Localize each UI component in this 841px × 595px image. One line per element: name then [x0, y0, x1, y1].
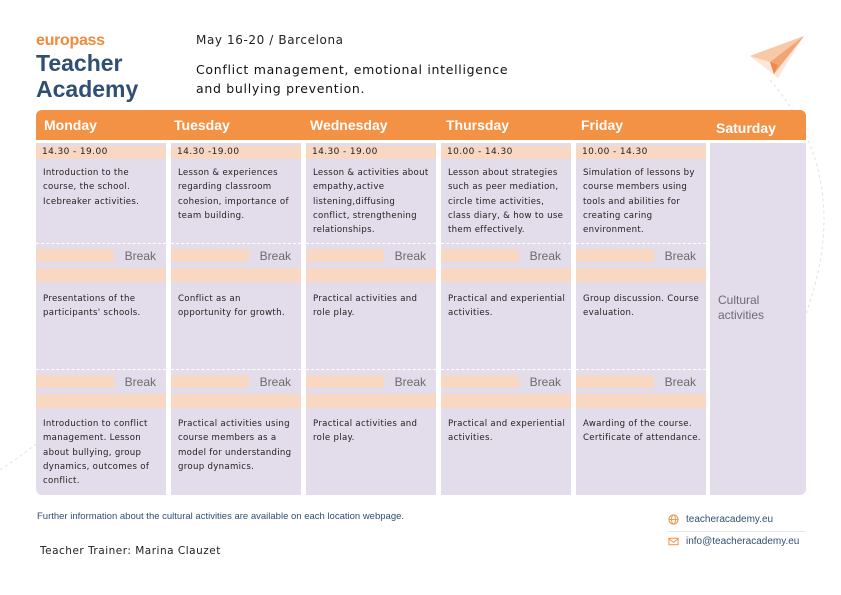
session-2: Presentations of the participants' schools. — [43, 294, 141, 319]
day-column-friday — [576, 143, 706, 495]
session-3: Introduction to conflict management. Lesson about bullying, group dynamics, outcomes of conflict. — [43, 419, 150, 487]
session-1: Introduction to the course, the school. Icebreaker activities. — [43, 168, 140, 207]
globe-icon — [668, 514, 679, 525]
contact-email[interactable] — [668, 536, 799, 547]
break-row — [171, 373, 301, 390]
footer-note: Further information about the cultural activities are available on each location webpage. — [37, 511, 405, 522]
break-label: Break — [259, 375, 291, 389]
course-title: Conflict management, emotional intelligence and bullying prevention. — [196, 62, 509, 96]
email-link[interactable]: info@teacheracademy.eu — [686, 536, 800, 547]
day-header-wednesday: Wednesday — [310, 117, 388, 133]
break-label: Break — [124, 375, 156, 389]
session-2: Practical and experiential activities. — [448, 294, 566, 319]
saturday-cultural-activities: Cultural activities — [718, 293, 765, 322]
break-row — [576, 247, 706, 264]
session-1: Lesson & activities about empathy,active listening,diffusing conflict, strengthening relationships. — [313, 168, 429, 236]
brand-line-1: Teacher — [36, 50, 123, 76]
day-header-friday: Friday — [581, 117, 624, 133]
teacher-trainer: Teacher Trainer: Marina Clauzet — [40, 545, 221, 557]
session-2: Conflict as an opportunity for growth. — [178, 294, 285, 319]
session-1: Lesson about strategies such as peer mediation, circle time activities, class diary, & how to use them effectively. — [448, 168, 564, 236]
day-header-tuesday: Tuesday — [174, 117, 230, 133]
break-row — [36, 247, 166, 264]
break-label: Break — [394, 249, 426, 263]
day-header-saturday: Saturday — [716, 120, 776, 136]
break-label: Break — [259, 249, 291, 263]
session-1: Simulation of lessons by course members using tools and abilities for creating caring environment. — [583, 168, 695, 236]
brand-logo — [36, 32, 138, 102]
schedule-header — [36, 110, 806, 140]
session-2: Group discussion. Course evaluation. — [583, 294, 700, 319]
time-slot: 10.00 - 14.30 — [441, 146, 571, 159]
break-label: Break — [529, 249, 561, 263]
break-row — [306, 373, 436, 390]
brand-line-2: Academy — [36, 76, 139, 102]
break-row — [441, 247, 571, 264]
break-label: Break — [664, 375, 696, 389]
brand-europass: europass — [36, 32, 105, 49]
day-header-monday: Monday — [44, 117, 97, 133]
session-3: Practical activities and role play. — [313, 419, 418, 444]
time-slot: 14.30 - 19.00 — [306, 146, 436, 159]
day-header-thursday: Thursday — [446, 117, 510, 133]
break-row — [576, 373, 706, 390]
break-label: Break — [124, 249, 156, 263]
break-label: Break — [664, 249, 696, 263]
break-row — [306, 247, 436, 264]
session-3: Practical and experiential activities. — [448, 419, 566, 444]
time-slot: 10.00 - 14.30 — [576, 146, 706, 159]
break-row — [171, 247, 301, 264]
break-row — [441, 373, 571, 390]
session-3: Awarding of the course. Certificate of attendance. — [583, 419, 701, 444]
website-link[interactable]: teacheracademy.eu — [686, 514, 774, 525]
time-slot: 14.30 -19.00 — [171, 146, 301, 159]
day-column-tuesday — [171, 143, 301, 495]
session-3: Practical activities using course members as a model for understanding group dynamics. — [178, 419, 292, 472]
paper-plane-icon — [748, 34, 806, 82]
day-column-saturday — [710, 143, 806, 495]
day-column-wednesday — [306, 143, 436, 495]
break-label: Break — [394, 375, 426, 389]
session-1: Lesson & experiences regarding classroom cohesion, importance of team building. — [178, 168, 289, 221]
weekly-schedule — [36, 110, 806, 496]
date-location: May 16-20 / Barcelona — [196, 33, 344, 47]
break-label: Break — [529, 375, 561, 389]
break-row — [36, 373, 166, 390]
mail-icon — [668, 536, 679, 547]
time-slot: 14.30 - 19.00 — [36, 146, 166, 159]
day-column-monday — [36, 143, 166, 495]
day-column-thursday — [441, 143, 571, 495]
session-2: Practical activities and role play. — [313, 294, 418, 319]
contact-website[interactable] — [668, 514, 773, 525]
